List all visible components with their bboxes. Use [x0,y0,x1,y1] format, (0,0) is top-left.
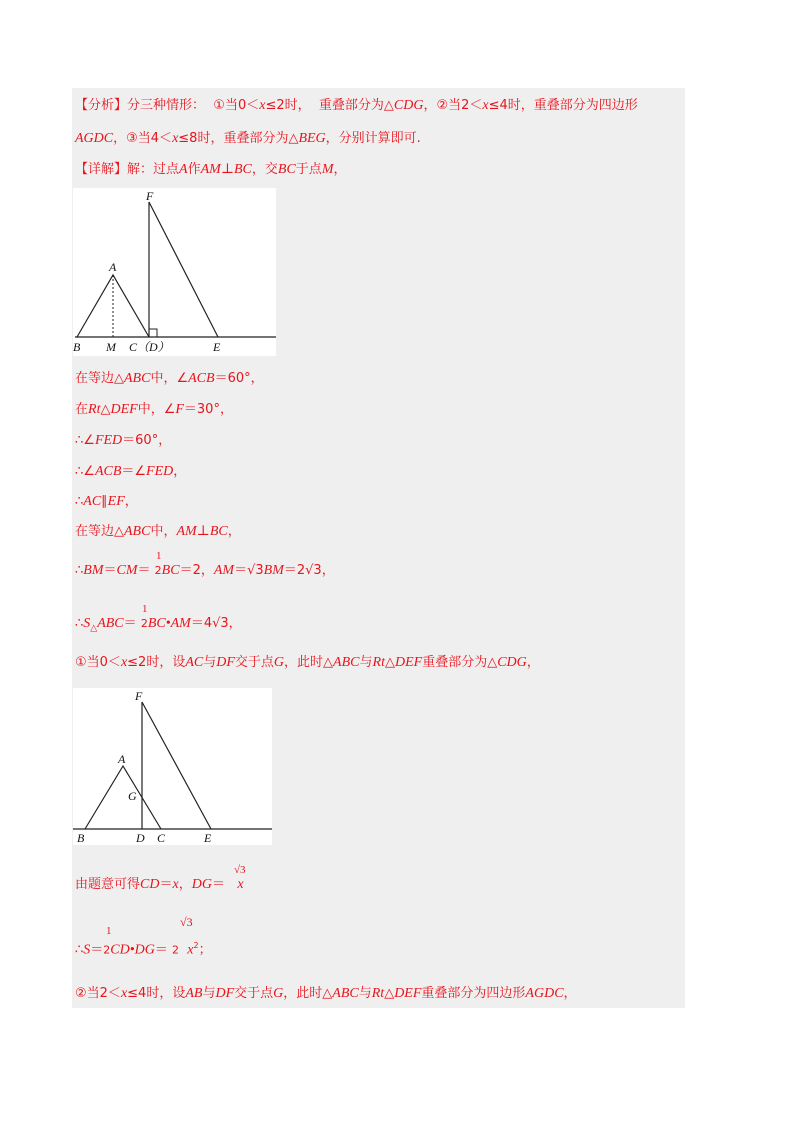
half-fraction-denominator-2: 2 [140,617,148,630]
triangle-def [142,702,211,829]
geometry-figure-2 [73,688,272,845]
figure-2-svg [73,688,272,845]
label-c: C [157,831,166,845]
label-g: G [128,789,137,803]
label-d: D [136,831,145,845]
step-line-2: 在Rt△DEF中，∠F＝30°， [75,402,233,417]
area-line: ∴S＝2CD•DG＝ 2 $x^2$； [75,941,212,958]
analysis-line-1: 【分析】分三种情形： ①当0＜x≤2时， 重叠部分为△CDG，②当2＜x≤4时，重叠部分为四边形 [75,98,638,113]
detail-line: 【详解】解：过点A作AM⊥BC，交BC于点M， [75,162,347,177]
step-line-6: 在等边△ABC中，AM⊥BC， [75,524,241,539]
area-fraction-denominator: 2 [172,943,180,957]
label-f: F [146,189,154,203]
label-b: B [77,831,85,845]
triangle-abc [85,766,161,829]
analysis-tag: 【分析】 [75,98,128,113]
label-e: E [204,831,212,845]
analysis-line-2: AGDC，③当4＜x≤8时，重叠部分为△BEG，分别计算即可. [75,131,421,146]
triangle-def [149,202,218,337]
figure-1-svg [73,188,276,356]
sqrt3-numerator: √3 [234,864,246,876]
step-line-5: ∴AC∥EF， [75,494,138,509]
case-1-line: ①当0＜x≤2时，设AC与DF交于点G，此时△ABC与Rt△DEF重叠部分为△CDG， [75,655,540,670]
step-line-4: ∴∠ACB＝∠FED， [75,464,187,479]
half-fraction-numerator-2: 1 [142,603,148,615]
step-line-1: 在等边△ABC中，∠ACB＝60°， [75,371,264,386]
geometry-figure-1 [73,188,276,356]
label-cd: C（D） [129,340,170,354]
half-fraction-denominator-3: 2 [103,943,111,957]
step-line-8: $\therefore S_\triangle ABC=$ 2BC•AM＝4√3， [75,616,242,634]
label-b: B [73,340,81,354]
detail-tag: 【详解】 [75,162,128,177]
half-fraction-numerator-3: 1 [106,925,112,937]
case-2-line: ②当2＜x≤4时，设AB与DF交于点G，此时△ABC与Rt△DEF重叠部分为四边形AGDC， [75,986,577,1001]
half-fraction-numerator: 1 [156,550,162,562]
label-a: A [109,260,117,274]
area-fraction-numerator: √3 [180,915,193,929]
right-angle-mark [149,329,157,337]
label-m: M [106,340,116,354]
label-a: A [118,752,126,766]
half-fraction-denominator: 2 [154,564,162,577]
label-f: F [135,689,143,703]
derive-line: 由题意可得CD＝x，DG＝ x [75,877,244,892]
step-line-7: ∴BM＝CM＝ 2BC＝2，AM＝√3BM＝2√3， [75,563,335,578]
step-line-3: ∴∠FED＝60°， [75,433,172,448]
label-e: E [213,340,221,354]
